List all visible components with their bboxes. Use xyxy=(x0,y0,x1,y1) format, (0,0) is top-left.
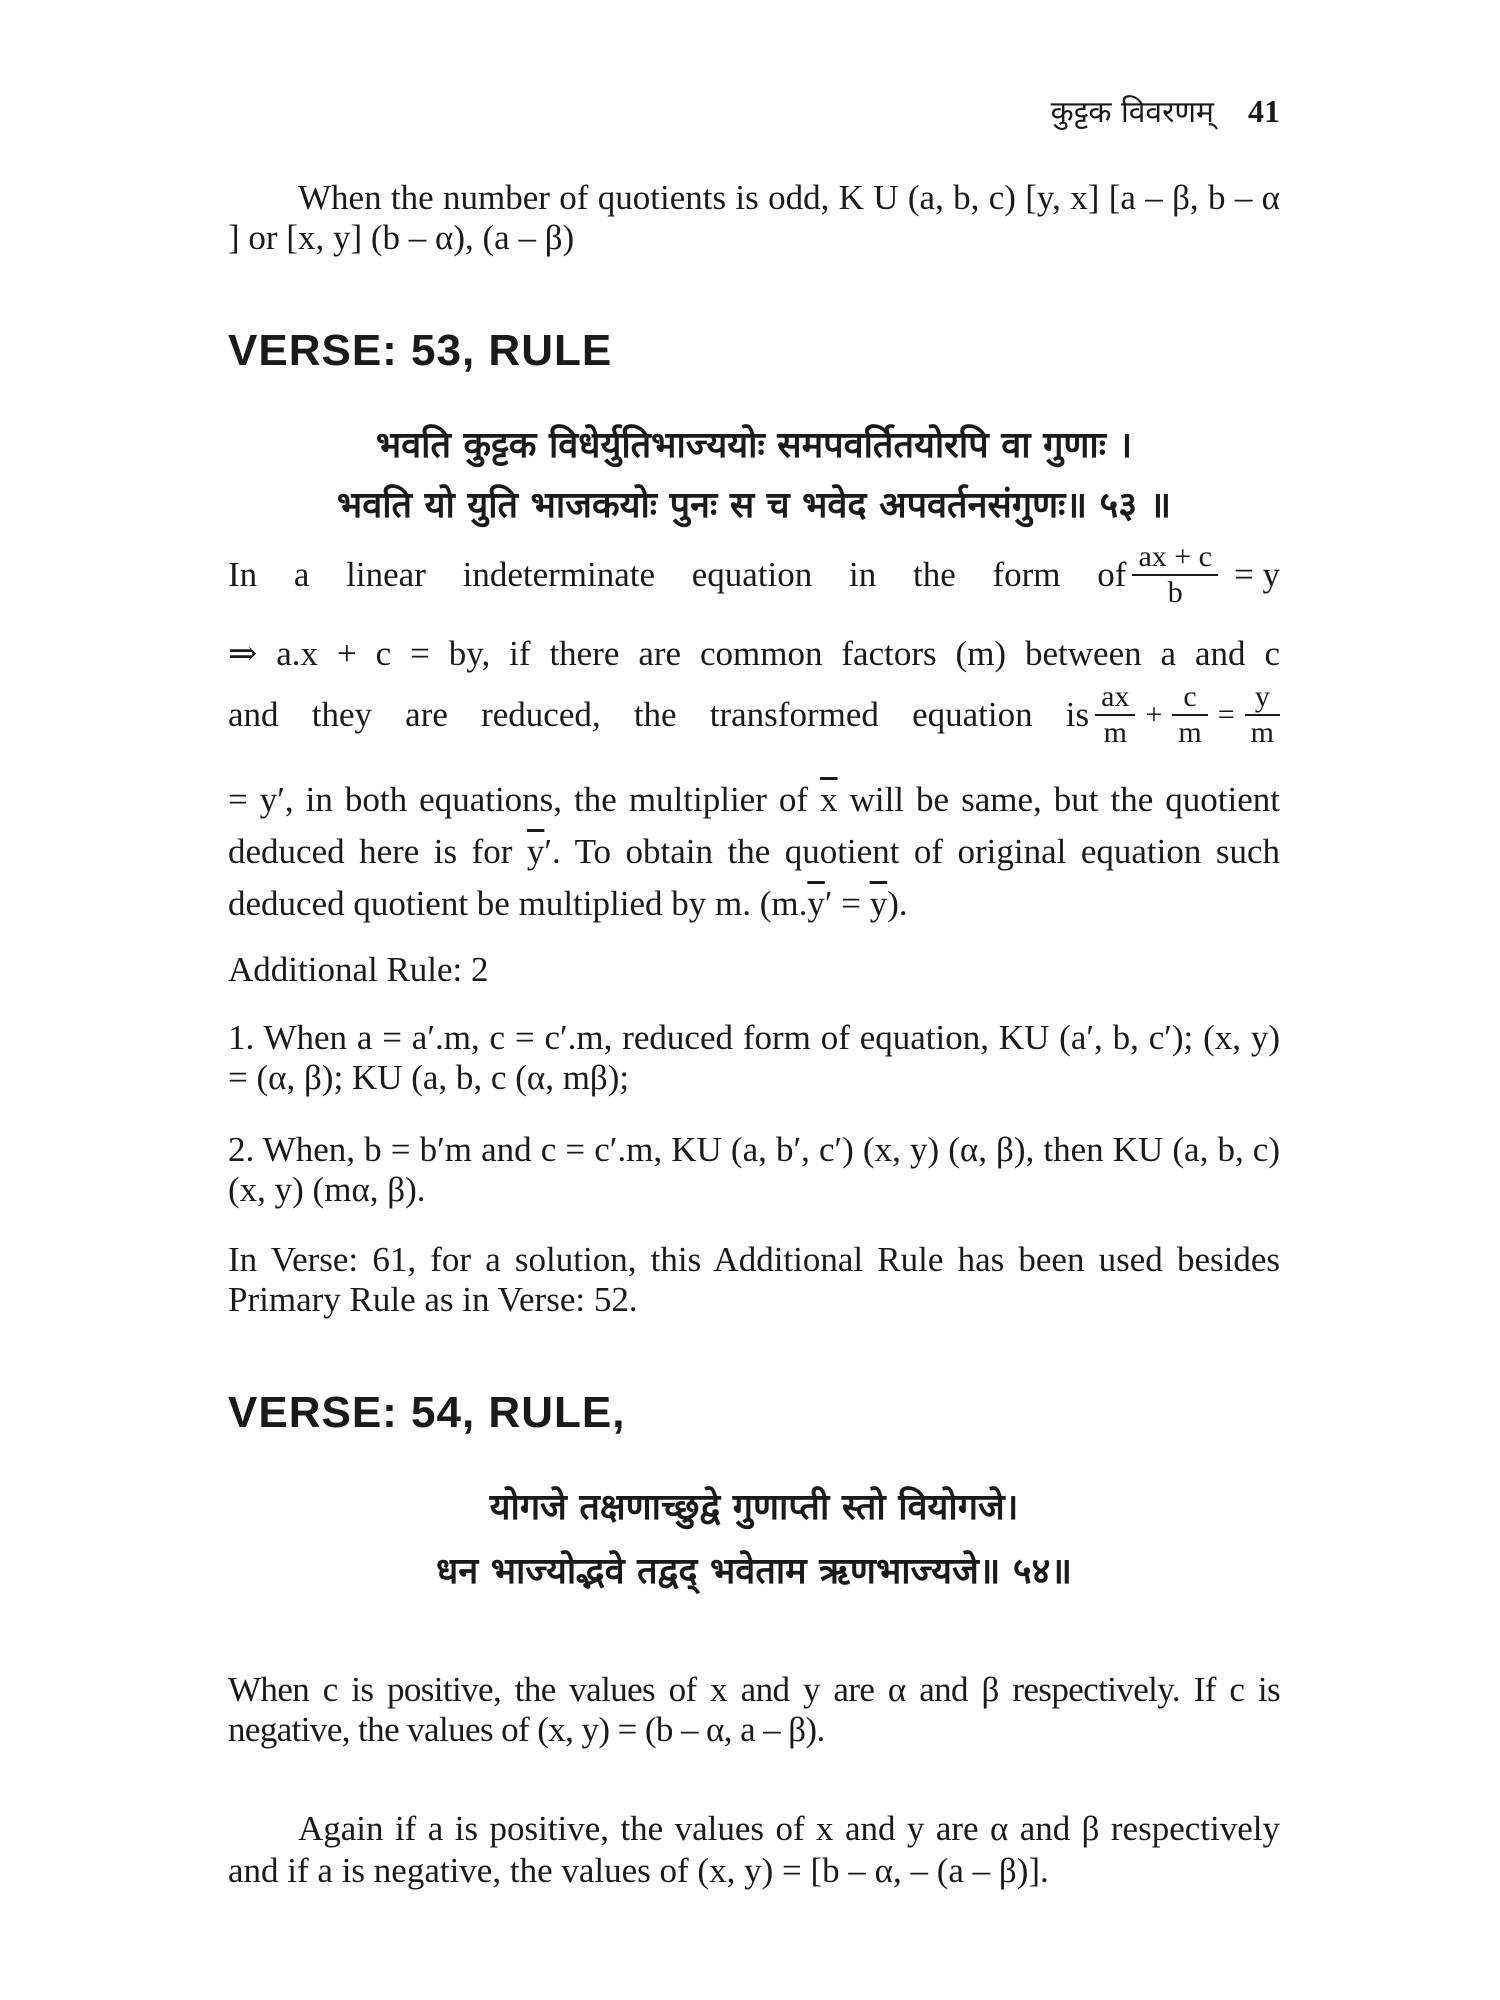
verse53-sanskrit-line2: भवति यो युति भाजकयोः पुनः स च भवेद अपवर्तनसंगुणः॥ ५३ ॥ xyxy=(336,485,1172,526)
text-segment: = y′, in both equations, the multiplier of xyxy=(228,780,821,819)
equation-intro-text: In a linear indeterminate equation in the form of xyxy=(228,555,1127,594)
fraction-denominator: b xyxy=(1167,576,1183,609)
fraction-denominator: m xyxy=(1250,716,1274,749)
plus-sign: + xyxy=(1145,698,1163,731)
fraction-numerator: c xyxy=(1172,680,1207,716)
page-number: 41 xyxy=(1248,93,1280,129)
y-bar-symbol: $\overline{y}$ xyxy=(869,884,888,923)
text-segment: ′. To obtain the quotient of original equation such deduced quotient be multiplied by m. (m. xyxy=(228,832,1280,923)
verse61-note: In Verse: 61, for a solution, this Additional Rule has been used besides Primary Rule as in Verse: 52. xyxy=(228,1240,1280,1319)
verse53-heading: VERSE: 53, RULE xyxy=(228,326,613,375)
transformed-text: and they are reduced, the transformed equation is xyxy=(228,695,1090,734)
fraction-ax-over-m xyxy=(1095,680,1135,750)
equals-sign: = xyxy=(1217,698,1235,731)
fraction-numerator: ax xyxy=(1095,680,1135,716)
y-bar-symbol: $\overline{y}$ xyxy=(526,832,545,871)
fraction-numerator: y xyxy=(1245,680,1280,716)
verse54-para1: When c is positive, the values of x and y are α and β respectively. If c is negative, the values of (x, y) = (b – α, a – β). xyxy=(228,1670,1280,1749)
additional-rule-label: Additional Rule: 2 xyxy=(228,950,489,989)
equation-tail: = y xyxy=(1234,555,1280,594)
text-segment: ′ = xyxy=(824,884,870,923)
fraction-denominator: m xyxy=(1178,716,1202,749)
fraction-numerator: ax + c xyxy=(1132,540,1218,576)
verse54-heading: VERSE: 54, RULE, xyxy=(228,1388,626,1437)
equation-line-1 xyxy=(228,540,1280,610)
text-segment: will be same, but the quotient deduced here is for xyxy=(228,780,1280,871)
verse54-sanskrit-line1: योगजे तक्षणाच्छुद्वे गुणाप्ती स्तो वियोगजे। xyxy=(489,1487,1019,1528)
verse54-para2: Again if a is positive, the values of x and y are α and β respectively and if a is negative, the values of (x, y) = [b – α, – (a – β)]. xyxy=(228,1809,1280,1890)
rule-item-1: 1. When a = a′.m, c = c′.m, reduced form of equation, KU (a′, b, c′); (x, y) = (α, β); KU (a, b, c (α, mβ); xyxy=(228,1018,1280,1097)
running-header xyxy=(228,90,1280,131)
para-odd-quotients: When the number of quotients is odd, K U (a, b, c) [y, x] [a – β, b – α ] or [x, y] (b – α), (a – β) xyxy=(228,178,1280,257)
implication-line: ⇒ a.x + c = by, if there are common factors (m) between a and c xyxy=(228,634,1280,673)
fraction-ax-plus-c-over-b xyxy=(1132,540,1218,610)
verse54-sanskrit-line2: धन भाज्योद्भवे तद्वद् भवेताम ऋणभाज्यजे॥ ५४॥ xyxy=(436,1551,1072,1592)
quotient-explanation xyxy=(228,774,1280,930)
verse53-sanskrit-line1: भवति कुट्टक विधेर्युतिभाज्ययोः समपवर्तितयोरपि वा गुणाः । xyxy=(375,425,1133,466)
fraction-denominator: m xyxy=(1103,716,1127,749)
text-segment: ). xyxy=(887,884,908,923)
y-bar-symbol: $\overline{y}$ xyxy=(807,884,825,923)
x-bar-symbol: $\overline{x}$ xyxy=(820,780,838,819)
book-page xyxy=(228,0,1280,2000)
transformed-equation-line xyxy=(228,680,1280,750)
header-title: कुट्टक विवरणम् xyxy=(1050,95,1214,130)
fraction-y-over-m xyxy=(1245,680,1280,750)
fraction-c-over-m xyxy=(1172,680,1207,750)
rule-item-2: 2. When, b = b′m and c = c′.m, KU (a, b′, c′) (x, y) (α, β), then KU (a, b, c) (x, y) (mα, β). xyxy=(228,1130,1280,1209)
